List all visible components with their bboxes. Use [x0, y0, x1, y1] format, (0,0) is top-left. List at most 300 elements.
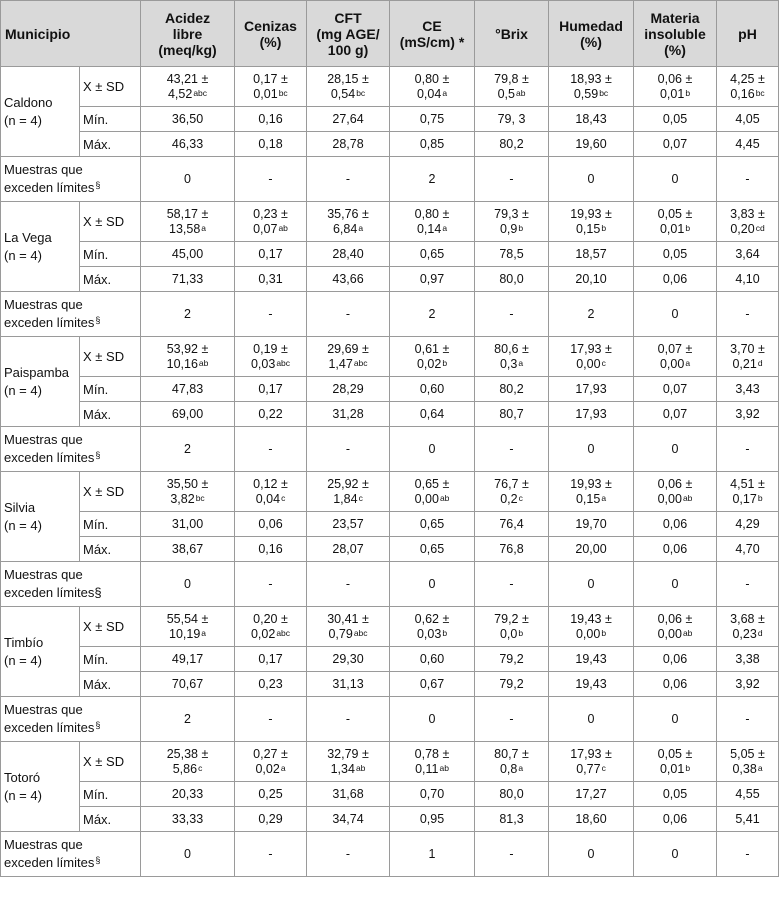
value-cell-sd: [235, 607, 307, 647]
value-cell-max: 0,22: [235, 402, 307, 427]
municipio-name: Paispamba: [4, 364, 70, 380]
mean-value: 35,76 ±: [327, 206, 369, 221]
value-cell-exceed: 2: [141, 292, 235, 337]
municipio-name: Silvia: [4, 499, 36, 515]
header-materia-line: (%): [664, 41, 686, 58]
exceed-label-line2: [4, 314, 137, 332]
sd-value: 0,01: [253, 86, 278, 101]
value-cell-max: 0,65: [390, 537, 475, 562]
significance-letters: ab: [439, 762, 449, 773]
significance-letters: cd: [755, 222, 765, 233]
significance-sup: [518, 763, 523, 773]
value-cell-max: 3,92: [717, 402, 779, 427]
value-cell-min: 3,38: [717, 647, 779, 672]
header-ce-line: (mS/cm) *: [399, 33, 465, 50]
header-cenizas-line: Cenizas: [244, 17, 297, 34]
sd-line: [144, 762, 231, 777]
significance-letters: c: [281, 492, 286, 503]
exceed-label-cell: [1, 832, 141, 877]
significance-sup: [442, 628, 447, 638]
table-row-exceed: [1, 292, 779, 337]
sd-line: [310, 627, 386, 642]
stat-label-min: Mín.: [80, 377, 141, 402]
significance-letters: bc: [278, 87, 288, 98]
header-materia: [634, 1, 717, 67]
value-cell-max: 17,93: [549, 402, 634, 427]
value-cell-min: 23,57: [307, 512, 390, 537]
sd-line: [552, 222, 630, 237]
mean-value: 3,68 ±: [730, 611, 765, 626]
mean-value: 25,38 ±: [166, 746, 209, 761]
header-humedad: [549, 1, 634, 67]
section-mark: [95, 180, 100, 190]
sd-value: 0,9: [499, 221, 518, 236]
value-cell-exceed: 0: [390, 562, 475, 607]
value-cell-exceed: -: [235, 157, 307, 202]
sd-line: [637, 87, 713, 102]
value-cell-sd: [549, 742, 634, 782]
sd-line: [720, 492, 775, 507]
value-cell-min: 47,83: [141, 377, 235, 402]
value-cell-max: 4,70: [717, 537, 779, 562]
sd-line: [238, 87, 303, 102]
significance-sup: [683, 628, 692, 638]
exceed-label-line2: [4, 854, 137, 872]
significance-sup: [196, 493, 205, 503]
mean-value: 0,19 ±: [253, 341, 288, 356]
municipio-cell: [1, 67, 80, 157]
value-cell-sd: [475, 472, 549, 512]
mean-value: 30,41 ±: [327, 611, 369, 626]
value-cell-sd: [475, 202, 549, 242]
exceed-label-text: exceden límites: [4, 855, 95, 870]
value-cell-sd: [475, 742, 549, 782]
significance-sup: [685, 763, 690, 773]
significance-letters: b: [685, 87, 691, 98]
significance-sup: [201, 628, 206, 638]
value-cell-min: 17,27: [549, 782, 634, 807]
mean-value: 76,7 ±: [494, 476, 529, 491]
sd-line: [310, 492, 386, 507]
value-cell-max: 0,85: [390, 132, 475, 157]
significance-sup: [276, 628, 290, 638]
mean-value: 3,83 ±: [730, 206, 765, 221]
value-cell-min: 80,2: [475, 377, 549, 402]
significance-sup: [442, 88, 447, 98]
significance-letters: abc: [353, 627, 368, 638]
sd-line: [238, 762, 303, 777]
significance-letters: ab: [439, 492, 450, 503]
value-cell-max: 0,06: [634, 807, 717, 832]
sd-value: 0,8: [499, 761, 518, 776]
value-cell-exceed: 0: [634, 832, 717, 877]
value-cell-sd: [141, 742, 235, 782]
mean-value: 0,05 ±: [657, 206, 693, 221]
sd-line: [552, 492, 630, 507]
sd-value: 0,23: [732, 626, 757, 641]
value-cell-sd: [235, 337, 307, 377]
significance-sup: [758, 763, 763, 773]
value-cell-exceed: 2: [141, 697, 235, 742]
sd-value: 5,86: [172, 761, 198, 776]
value-cell-min: 0,05: [634, 782, 717, 807]
sd-value: 10,16: [166, 356, 198, 371]
value-cell-exceed: 2: [390, 292, 475, 337]
value-cell-sd: [390, 202, 475, 242]
significance-sup: [599, 88, 608, 98]
mean-value: 0,12 ±: [253, 476, 288, 491]
significance-letters: a: [685, 357, 691, 368]
exceed-label-line1: Muestras que: [4, 567, 83, 582]
significance-sup: [683, 493, 692, 503]
significance-letters: a: [442, 222, 448, 233]
value-cell-min: 0,06: [634, 647, 717, 672]
value-cell-exceed: 0: [549, 697, 634, 742]
exceed-label-text: exceden límites: [4, 180, 95, 195]
value-cell-max: 79,2: [475, 672, 549, 697]
significance-sup: [199, 358, 208, 368]
section-mark: [95, 450, 100, 460]
significance-letters: b: [685, 222, 691, 233]
sd-value: 10,19: [169, 626, 201, 641]
municipio-n: (n = 4): [4, 112, 42, 128]
section-mark-text: §: [95, 180, 101, 190]
header-materia-line: insoluble: [644, 25, 706, 42]
significance-letters: b: [601, 222, 607, 233]
value-cell-sd: [634, 67, 717, 107]
table-row-max: [1, 672, 779, 697]
value-cell-min: 0,05: [634, 107, 717, 132]
exceed-label-text: exceden límites: [4, 720, 95, 735]
significance-sup: [601, 493, 606, 503]
mean-value: 28,15 ±: [327, 71, 369, 86]
value-cell-sd: [141, 67, 235, 107]
value-cell-sd: [549, 337, 634, 377]
value-cell-exceed: -: [307, 427, 390, 472]
value-cell-max: 80,0: [475, 267, 549, 292]
sd-value: 0,00: [657, 626, 682, 641]
value-cell-min: 0,17: [235, 647, 307, 672]
significance-letters: ab: [198, 357, 209, 368]
value-cell-exceed: 0: [549, 157, 634, 202]
value-cell-max: 76,8: [475, 537, 549, 562]
value-cell-exceed: -: [235, 292, 307, 337]
exceed-label-line2: [4, 584, 137, 602]
value-cell-max: 0,06: [634, 267, 717, 292]
mean-value: 19,43 ±: [570, 611, 612, 626]
header-brix-line: °Brix: [495, 25, 528, 42]
significance-sup: [602, 763, 606, 773]
value-cell-max: 80,2: [475, 132, 549, 157]
value-cell-exceed: 0: [634, 157, 717, 202]
mean-value: 0,23 ±: [253, 206, 288, 221]
mean-value: 79,3 ±: [494, 206, 529, 221]
sd-line: [144, 357, 231, 372]
municipio-cell: [1, 607, 80, 697]
stat-label-max: Máx.: [80, 537, 141, 562]
value-cell-min: 0,06: [235, 512, 307, 537]
significance-sup: [440, 493, 449, 503]
significance-sup: [201, 223, 206, 233]
value-cell-exceed: -: [307, 157, 390, 202]
value-cell-sd: [634, 472, 717, 512]
value-cell-max: 18,60: [549, 807, 634, 832]
sd-line: [478, 222, 545, 237]
municipio-n: (n = 4): [4, 382, 42, 398]
table-row-min: [1, 377, 779, 402]
significance-letters: ab: [682, 492, 693, 503]
significance-sup: [685, 223, 690, 233]
value-cell-min: 4,29: [717, 512, 779, 537]
exceed-label-cell: [1, 562, 141, 607]
value-cell-exceed: -: [475, 157, 549, 202]
value-cell-max: 34,74: [307, 807, 390, 832]
mean-value: 80,7 ±: [494, 746, 529, 761]
header-acidez-line: Acidez: [164, 9, 211, 26]
significance-sup: [198, 763, 202, 773]
sd-line: [637, 492, 713, 507]
municipio-n: (n = 4): [4, 517, 42, 533]
significance-letters: bc: [356, 87, 366, 98]
value-cell-exceed: 2: [390, 157, 475, 202]
value-cell-max: 0,07: [634, 402, 717, 427]
value-cell-min: 28,29: [307, 377, 390, 402]
sd-line: [144, 222, 231, 237]
significance-sup: [193, 88, 207, 98]
exceed-label-cell: [1, 697, 141, 742]
value-cell-exceed: -: [717, 697, 779, 742]
municipio-name: Totoró: [4, 769, 41, 785]
stat-label-sd: X ± SD: [80, 202, 141, 242]
value-cell-max: 0,16: [235, 537, 307, 562]
value-cell-min: 19,70: [549, 512, 634, 537]
value-cell-min: 19,43: [549, 647, 634, 672]
significance-letters: bc: [195, 492, 205, 503]
header-ce-line: CE: [422, 17, 442, 34]
value-cell-exceed: 0: [634, 427, 717, 472]
mean-value: 35,50 ±: [166, 476, 209, 491]
sd-line: [720, 357, 775, 372]
sd-value: 0,01: [659, 86, 685, 101]
value-cell-max: 33,33: [141, 807, 235, 832]
value-cell-exceed: 0: [549, 427, 634, 472]
value-cell-max: 0,23: [235, 672, 307, 697]
sd-value: 0,3: [499, 356, 518, 371]
significance-sup: [519, 493, 523, 503]
significance-sup: [518, 223, 523, 233]
value-cell-exceed: 0: [634, 562, 717, 607]
significance-letters: a: [201, 222, 207, 233]
sd-line: [478, 492, 545, 507]
sd-value: 0,38: [732, 761, 757, 776]
municipio-cell: [1, 472, 80, 562]
mean-value: 32,79 ±: [327, 746, 369, 761]
stat-label-sd: X ± SD: [80, 607, 141, 647]
sd-value: 0,20: [730, 221, 755, 236]
mean-value: 17,93 ±: [570, 746, 612, 761]
stat-label-sd: X ± SD: [80, 742, 141, 782]
stat-label-sd: X ± SD: [80, 67, 141, 107]
mean-value: 0,06 ±: [657, 476, 693, 491]
significance-letters: ab: [355, 762, 366, 773]
sd-value: 0,00: [575, 626, 601, 641]
mean-value: 25,92 ±: [327, 476, 369, 491]
mean-value: 0,78 ±: [414, 746, 450, 761]
header-row: [1, 1, 779, 67]
value-cell-min: 36,50: [141, 107, 235, 132]
stat-label-min: Mín.: [80, 647, 141, 672]
sd-line: [144, 87, 231, 102]
header-acidez: [141, 1, 235, 67]
significance-sup: [281, 763, 286, 773]
value-cell-max: 4,10: [717, 267, 779, 292]
sd-value: 1,34: [330, 761, 355, 776]
significance-sup: [756, 88, 765, 98]
value-cell-min: 27,64: [307, 107, 390, 132]
table-row-sd: [1, 607, 779, 647]
significance-letters: a: [518, 357, 524, 368]
header-humedad-line: Humedad: [559, 17, 623, 34]
section-mark-text: §: [94, 585, 102, 600]
value-cell-exceed: -: [717, 832, 779, 877]
section-mark-text: §: [95, 720, 101, 730]
table-row-exceed: [1, 832, 779, 877]
value-cell-exceed: 1: [390, 832, 475, 877]
sd-line: [720, 762, 775, 777]
value-cell-sd: [307, 337, 390, 377]
value-cell-exceed: 2: [549, 292, 634, 337]
header-acidez-line: (meq/kg): [158, 41, 217, 58]
sd-value: 0,15: [575, 491, 601, 506]
significance-sup: [516, 88, 525, 98]
sd-line: [552, 762, 630, 777]
value-cell-min: 3,43: [717, 377, 779, 402]
value-cell-exceed: -: [717, 292, 779, 337]
value-cell-exceed: -: [717, 157, 779, 202]
value-cell-max: 80,7: [475, 402, 549, 427]
sd-line: [393, 87, 471, 102]
value-cell-min: 20,33: [141, 782, 235, 807]
table-row-max: [1, 402, 779, 427]
value-cell-sd: [307, 742, 390, 782]
value-cell-max: 0,06: [634, 537, 717, 562]
value-cell-min: 31,68: [307, 782, 390, 807]
mean-value: 3,70 ±: [730, 341, 765, 356]
table-row-max: [1, 267, 779, 292]
significance-sup: [685, 88, 690, 98]
header-acidez-line: libre: [172, 25, 203, 42]
value-cell-max: 0,64: [390, 402, 475, 427]
value-cell-sd: [717, 607, 779, 647]
table-row-min: [1, 782, 779, 807]
value-cell-min: 0,05: [634, 242, 717, 267]
mean-value: 80,6 ±: [494, 341, 529, 356]
sd-value: 0,77: [576, 761, 601, 776]
sd-value: 0,04: [255, 491, 281, 506]
sd-value: 0,00: [576, 356, 601, 371]
mean-value: 0,62 ±: [414, 611, 450, 626]
sd-line: [637, 762, 713, 777]
value-cell-min: 3,64: [717, 242, 779, 267]
value-cell-exceed: -: [475, 832, 549, 877]
significance-letters: b: [685, 762, 691, 773]
municipio-name: Timbío: [4, 634, 44, 650]
value-cell-exceed: 0: [390, 697, 475, 742]
significance-letters: abc: [276, 357, 291, 368]
value-cell-exceed: -: [307, 562, 390, 607]
value-cell-max: 4,45: [717, 132, 779, 157]
sd-value: 0,00: [657, 491, 682, 506]
sd-line: [637, 357, 713, 372]
significance-letters: c: [198, 762, 203, 773]
value-cell-max: 5,41: [717, 807, 779, 832]
mean-value: 29,69 ±: [327, 341, 369, 356]
header-cenizas: [235, 1, 307, 67]
exceed-label-text: exceden límites: [4, 315, 95, 330]
significance-letters: c: [358, 492, 363, 503]
mean-value: 0,20 ±: [253, 611, 288, 626]
value-cell-sd: [549, 202, 634, 242]
header-cft-line: CFT: [334, 9, 362, 26]
exceed-label-cell: [1, 292, 141, 337]
section-mark-text: §: [95, 855, 101, 865]
header-ce: [390, 1, 475, 67]
sd-value: 0,79: [328, 626, 353, 641]
significance-letters: b: [518, 222, 524, 233]
value-cell-max: 0,31: [235, 267, 307, 292]
table-row-min: [1, 512, 779, 537]
mean-value: 5,05 ±: [730, 746, 765, 761]
stat-label-min: Mín.: [80, 242, 141, 267]
value-cell-exceed: -: [717, 562, 779, 607]
sd-line: [393, 762, 471, 777]
sd-value: 0,14: [416, 221, 442, 236]
sd-value: 0,03: [416, 626, 442, 641]
value-cell-max: 28,78: [307, 132, 390, 157]
sd-value: 0,59: [573, 86, 599, 101]
header-humedad-line: (%): [580, 33, 602, 50]
significance-sup: [279, 88, 288, 98]
significance-letters: d: [757, 357, 763, 368]
sd-value: 0,02: [250, 626, 276, 641]
mean-value: 55,54 ±: [166, 611, 209, 626]
municipio-n: (n = 4): [4, 787, 42, 803]
exceed-label-line1: Muestras que: [4, 432, 83, 447]
value-cell-sd: [390, 67, 475, 107]
mean-value: 18,93 ±: [570, 71, 612, 86]
value-cell-min: 4,55: [717, 782, 779, 807]
value-cell-min: 18,43: [549, 107, 634, 132]
table-row-min: [1, 242, 779, 267]
mean-value: 43,21 ±: [166, 71, 209, 86]
mean-value: 0,17 ±: [253, 71, 288, 86]
value-cell-min: 0,17: [235, 377, 307, 402]
exceed-label-line1: Muestras que: [4, 702, 83, 717]
significance-sup: [756, 223, 765, 233]
value-cell-sd: [634, 607, 717, 647]
municipio-name: La Vega: [4, 229, 52, 245]
value-cell-min: 0,07: [634, 377, 717, 402]
stat-label-max: Máx.: [80, 672, 141, 697]
significance-letters: a: [280, 762, 286, 773]
value-cell-max: 0,18: [235, 132, 307, 157]
sd-line: [552, 357, 630, 372]
significance-letters: b: [601, 627, 607, 638]
significance-sup: [518, 628, 523, 638]
mean-value: 17,93 ±: [570, 341, 612, 356]
value-cell-max: 20,10: [549, 267, 634, 292]
value-cell-sd: [549, 472, 634, 512]
